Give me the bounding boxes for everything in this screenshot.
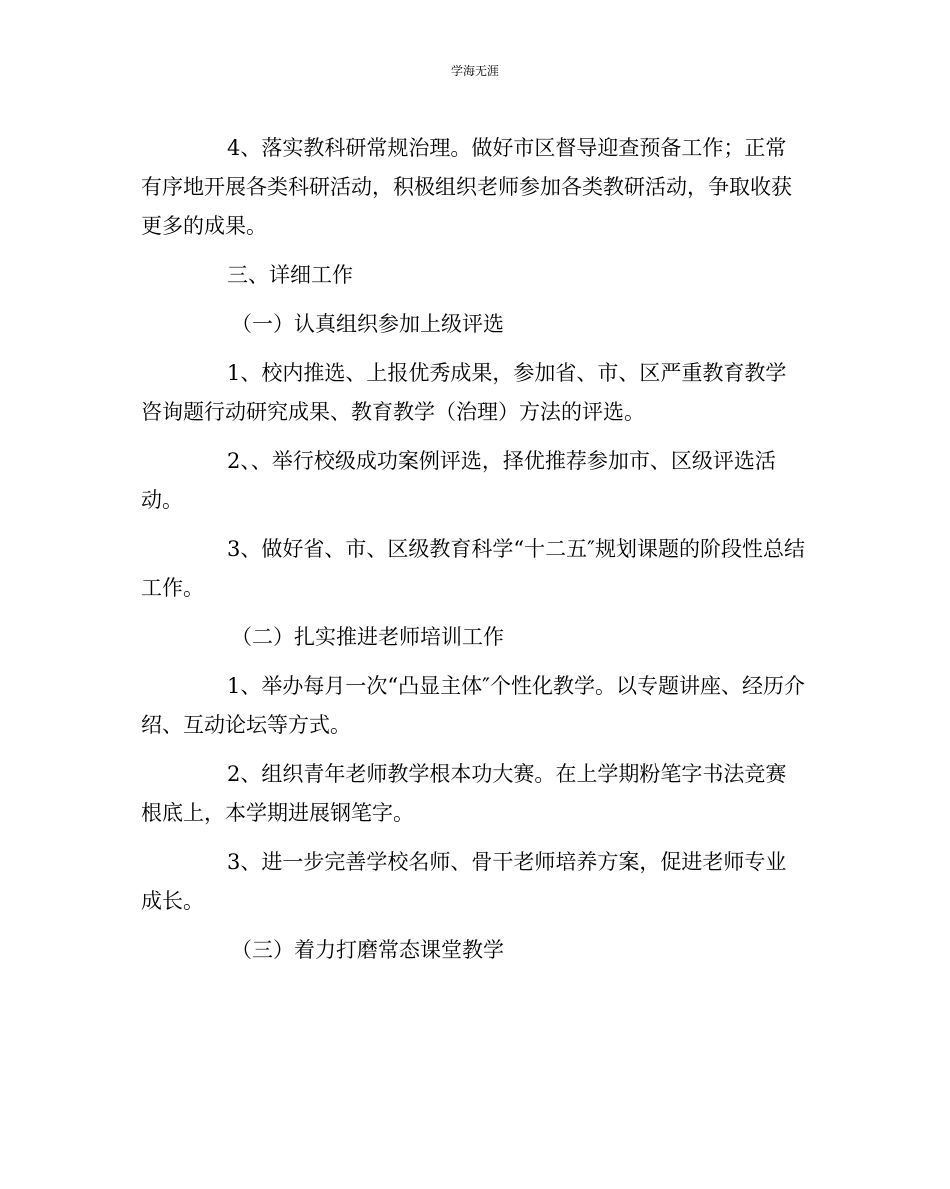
paragraph-2-1: 1、举办每月一次“凸显主体″个性化教学。以专题讲座、经历介绍、互动论坛等方式。 — [141, 674, 805, 737]
paragraph-1-3: 3、做好省、市、区级教育科学“十二五″规划课题的阶段性总结工作。 — [141, 537, 805, 600]
subsection-heading-2: （二）扎实推进老师培训工作 — [231, 625, 504, 649]
document-body — [141, 129, 806, 980]
paragraph-2-3: 3、进一步完善学校名师、骨干老师培养方案，促进老师专业成长。 — [141, 850, 787, 913]
paragraph-1-1: 1、校内推选、上报优秀成果，参加省、市、区严重教育教学咨询题行动研究成果、教育教学（治理）方法的评选。 — [141, 361, 787, 424]
paragraph-1-2: 2、、举行校级成功案例评选，择优推荐参加市、区级评选活动。 — [141, 449, 776, 512]
subsection-heading-1: （一）认真组织参加上级评选 — [231, 312, 504, 336]
page-header: 学海无涯 — [450, 64, 499, 78]
paragraph-2-2: 2、组织青年老师教学根本功大赛。在上学期粉笔字书法竞赛根底上，本学期进展钢笔字。 — [141, 762, 787, 825]
subsection-heading-3: （三）着力打磨常态课堂教学 — [231, 938, 504, 962]
section-heading-3: 三、详细工作 — [227, 263, 353, 287]
paragraph-item-4: 4、落实教科研常规治理。做好市区督导迎查预备工作；正常有序地开展各类科研活动，积极组织老师参加各类教研活动，争取收获更多的成果。 — [141, 136, 792, 238]
